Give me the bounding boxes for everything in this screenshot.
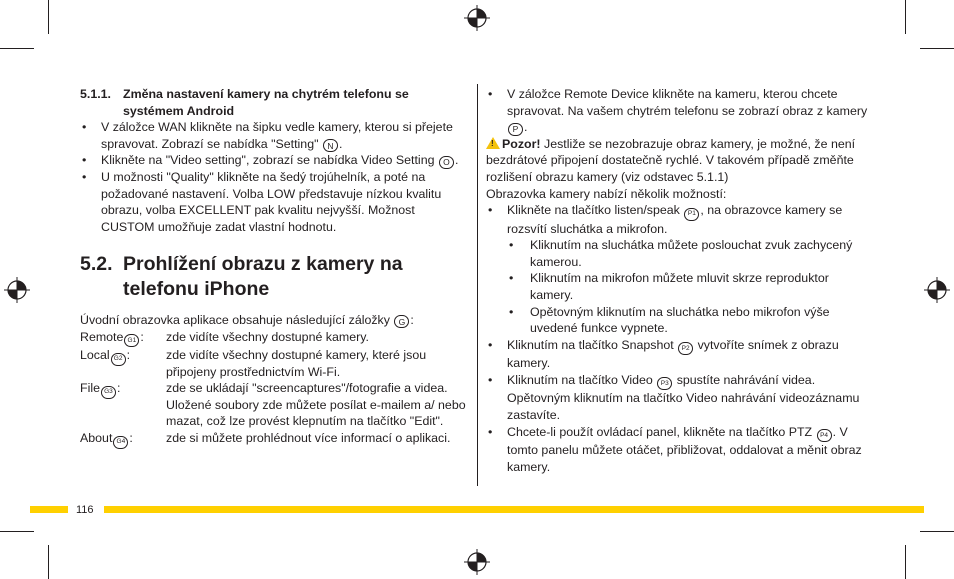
crop-line [48,545,49,579]
warning-icon: ! [486,137,500,149]
callout-g-icon: G [394,315,409,328]
list-item: • Chcete-li použít ovládací panel, klikněte na tlačítko PTZ P4 . V tomto panelu můžete otáčet, přibližovat, oddalovat a měnit obraz kamery. [486,424,872,476]
warning-note: ! Pozor! Jestliže se nezobrazuje obraz kamery, je možné, že není bezdrátové připojení dostatečně rychlé. V takovém případě změňte rozlišení obrazu kamery (viz odstavec 5.1.1) [486,136,856,184]
right-column [486,86,872,475]
section-title: Prohlížení obrazu z kamery na telefonu iPhone [123,253,403,301]
tab-description-row: About G4 : zde si můžete prohlédnout více informací o aplikaci. [80,430,470,449]
list-item: • U možnosti "Quality" klikněte na šedý trojúhelník, a poté na požadované nastavení. Volba LOW představuje nízkou kvalitu obrazu, volba EXCELLENT pak kvalitu nejvyšší. Možnost CUSTOM umožňuje zadat vlastní hodnotu. [80,169,470,235]
crop-line [905,0,906,34]
list-item: • Kliknutím na tlačítko Video P3 spustíte nahrávání videa. Opětovným kliknutím na tlačítko Video nahrávání videozáznamu zastavíte. [486,372,872,424]
subsection-number: 5.1.1. [80,87,112,101]
sub-list-item: • Opětovným kliknutím na sluchátka nebo mikrofon výše uvedené funkce vypnete. [486,304,872,337]
callout-p3-icon: P3 [657,377,672,390]
callout-p4-icon: P4 [817,429,832,442]
registration-mark-icon [462,3,492,33]
tab-description-row: Local G2 : zde vidíte všechny dostupné kamery, které jsou připojeny prostřednictvím Wi-Fi. [80,348,427,379]
list-item: • Kliknutím na tlačítko Snapshot P2 vytvoříte snímek z obrazu kamery. [486,337,872,372]
section-heading [80,252,470,302]
tab-description-row: File G3 : zde se ukládají "screencaptures"/fotografie a videa. Uložené soubory zde můžete posílat e-mailem a/ nebo mazat, což lze provést klepnutím na tlačítko "Edit". [80,381,466,429]
crop-line [0,48,34,49]
section-number: 5.2. [80,253,113,276]
callout-g4-icon: G4 [113,436,128,449]
crop-line [0,531,34,532]
subsection-title: Změna nastavení kamery na chytrém telefonu se systémem Android [123,87,409,118]
intro-text: Úvodní obrazovka aplikace obsahuje následující záložky G : [80,312,414,327]
registration-mark-icon [2,275,32,305]
list-item: • V záložce Remote Device klikněte na kameru, kterou chcete spravovat. Na vašem chytrém telefonu se zobrazí obraz z kamery P . [486,86,872,136]
column-divider [477,84,478,486]
callout-o-icon: O [439,156,454,169]
list-item: • V záložce WAN klikněte na šipku vedle kamery, kterou si přejete spravovat. Zobrazí se nabídka "Setting" N . [80,119,470,152]
tab-description-row: Remote G1 : zde vidíte všechny dostupné kamery. [80,329,470,348]
callout-g1-icon: G1 [124,334,139,347]
list-item: • Klikněte na "Video setting", zobrazí se nabídka Video Setting O . [80,152,470,169]
options-intro: Obrazovka kamery nabízí několik možností: [486,186,727,201]
footer-bar-right [104,506,924,513]
registration-mark-icon [462,547,492,577]
crop-line [48,0,49,34]
callout-p2-icon: P2 [678,342,693,355]
callout-p-icon: P [508,123,523,136]
callout-p1-icon: P1 [684,208,699,221]
callout-g2-icon: G2 [111,353,126,366]
warning-label: Pozor! [502,136,541,151]
crop-line [920,531,954,532]
callout-n-icon: N [323,139,338,152]
left-column [80,86,470,449]
subsection-heading [80,86,470,119]
registration-mark-icon [922,275,952,305]
footer-bar-left [30,506,68,513]
crop-line [905,545,906,579]
sub-list-item: • Kliknutím na sluchátka můžete poslouchat zvuk zachycený kamerou. [486,237,872,270]
sub-list-item: • Kliknutím na mikrofon můžete mluvit skrze reproduktor kamery. [486,270,872,303]
list-item: • Klikněte na tlačítko listen/speak P1 , na obrazovce kamery se rozsvítí sluchátka a mikrofon. [486,202,872,237]
callout-g3-icon: G3 [101,386,116,399]
crop-line [920,48,954,49]
page-number: 116 [76,504,94,516]
